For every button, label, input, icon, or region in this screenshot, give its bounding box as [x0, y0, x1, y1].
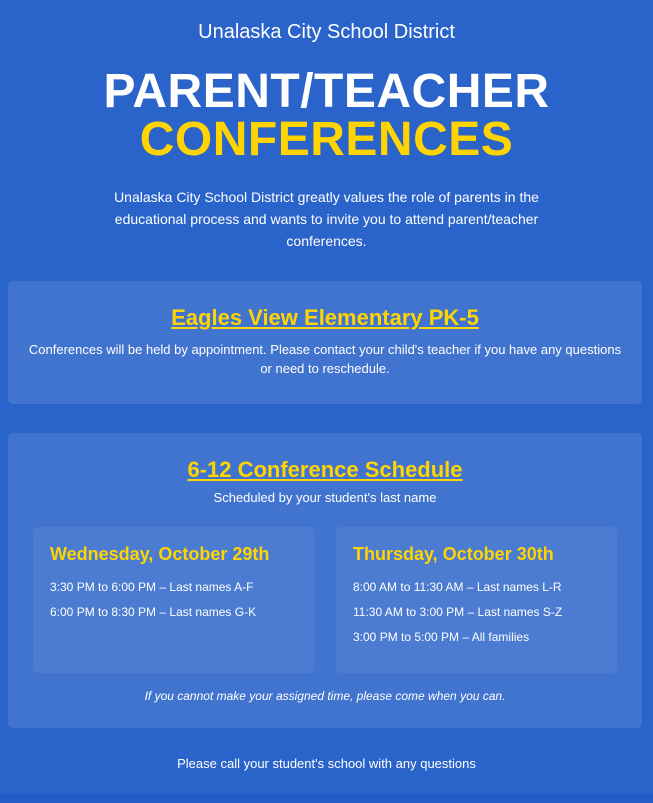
page-title-line2: CONFERENCES	[139, 113, 514, 166]
district-name: Unalaska City School District	[198, 21, 455, 43]
time-slot: 6:00 PM to 8:30 PM – Last names G-K	[50, 605, 257, 619]
footer-text: Please call your student's school with any questions	[177, 756, 476, 771]
intro-text: Unalaska City School District greatly values the role of parents in the educational process and wants to invite you to attend parent/teacher conferences.	[114, 189, 539, 249]
time-slot: 8:00 AM to 11:30 AM – Last names L-R	[353, 580, 562, 594]
bottom-strip	[0, 793, 653, 803]
time-slot: 11:30 AM to 3:00 PM – Last names S-Z	[353, 605, 563, 619]
elementary-text: Conferences will be held by appointment. Please contact your child's teacher if you have any questions or need to reschedule.	[28, 342, 622, 376]
day-card-wednesday	[33, 527, 314, 673]
day-card-thursday	[336, 527, 617, 673]
elementary-title-link[interactable]: Eagles View Elementary PK-5	[171, 305, 479, 330]
schedule-note: If you cannot make your assigned time, please come when you can.	[144, 689, 506, 703]
secondary-schedule-card	[8, 433, 642, 728]
day-heading: Thursday, October 30th	[353, 544, 554, 564]
time-slot: 3:00 PM to 5:00 PM – All families	[353, 630, 530, 644]
schedule-title-link[interactable]: 6-12 Conference Schedule	[187, 457, 463, 482]
schedule-subtitle: Scheduled by your student's last name	[213, 490, 437, 505]
day-heading: Wednesday, October 29th	[50, 544, 270, 564]
page-title-line1: PARENT/TEACHER	[103, 65, 550, 118]
elementary-card	[8, 281, 642, 404]
time-slot: 3:30 PM to 6:00 PM – Last names A-F	[50, 580, 254, 594]
